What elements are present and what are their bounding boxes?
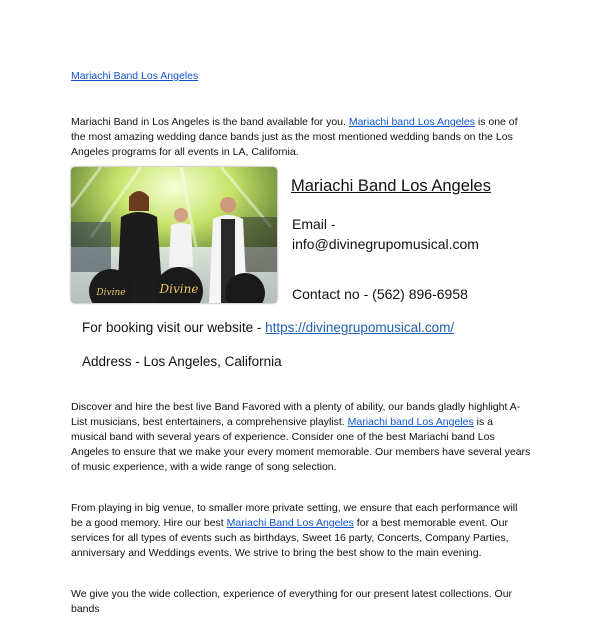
address-value: Los Angeles, California <box>143 354 282 369</box>
intro-paragraph <box>71 115 531 160</box>
paragraph-3 <box>71 501 531 561</box>
para2-link[interactable]: Mariachi band Los Angeles <box>347 416 474 428</box>
para2-text-after: is a musical band with several years of experience. Consider one of the best Mariachi band Los Angeles to ensure that we make your every moment memorable. Our members have several years of music experience, with a wide range of song selection. <box>71 416 531 473</box>
address-label: Address - <box>82 354 144 369</box>
para3-text-before: From playing in big venue, to smaller more private setting, we ensure that each performance will be a good memory. Hire our best <box>71 502 518 529</box>
intro-text-before: Mariachi Band in Los Angeles is the band available for you. <box>71 116 349 128</box>
email-value: info@divinegrupomusical.com <box>292 236 479 252</box>
booking-line <box>82 320 454 335</box>
booking-url-link[interactable]: https://divinegrupomusical.com/ <box>265 320 455 335</box>
para2-text-before: Discover and hire the best live Band Favored with a plenty of ability, our bands gladly highlight A-List musicians, best entertainers, a comprehensive playlist. <box>71 401 521 428</box>
address-line <box>82 354 282 369</box>
email-label: Email - <box>292 216 336 232</box>
header-link[interactable]: Mariachi Band Los Angeles <box>71 70 199 82</box>
paragraph-4: We give you the wide collection, experience of everything for our present latest collections. Our bands <box>71 588 513 615</box>
intro-text-after: is one of the most amazing wedding dance bands just as the most mentioned wedding bands on the Los Angeles programs for all events in LA, California. <box>71 116 518 158</box>
card-title: Mariachi Band Los Angeles <box>291 177 491 195</box>
intro-link[interactable]: Mariachi band Los Angeles <box>348 116 475 128</box>
para3-text-after: for a best memorable event. Our services for all types of events such as birthdays, Sweet 16 party, Concerts, Company Parties, anniversary and Weddings events. We strive to bring the best show to the main evening. <box>71 517 509 559</box>
band-photo <box>71 167 277 303</box>
drum-logo-text: Divine <box>159 282 199 296</box>
booking-label: For booking visit our website - <box>82 320 266 335</box>
contact-number: Contact no - (562) 896-6958 <box>292 286 468 302</box>
para3-link[interactable]: Mariachi Band Los Angeles <box>226 517 354 529</box>
paragraph-2 <box>71 400 531 475</box>
drum-logo-text-2: Divine <box>96 288 126 298</box>
